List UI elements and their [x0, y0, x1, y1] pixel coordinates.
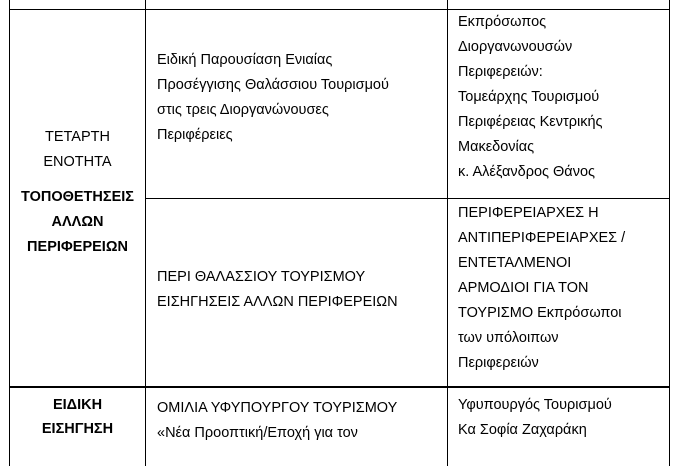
- speaker-line: των υπόλοιπων: [458, 330, 559, 346]
- topic-line: Περιφέρειες: [157, 127, 233, 143]
- section-title-line: ΕΙΣΗΓΗΣΗ: [41, 421, 114, 437]
- speaker-line: κ. Αλέξανδρος Θάνος: [458, 164, 595, 180]
- topic-line: «Νέα Προοπτική/Εποχή για τον: [157, 425, 358, 441]
- speaker-line: Εκπρόσωπος: [458, 14, 547, 30]
- topic-cell-special-presentation: [157, 48, 445, 148]
- topic-line: ΟΜΙΛΙΑ ΥΦΥΠΟΥΡΓΟΥ ΤΟΥΡΙΣΜΟΥ: [157, 400, 398, 416]
- speaker-line: ΕΝΤΕΤΑΛΜΕΝΟΙ: [458, 255, 572, 271]
- section-cell-special-report: [10, 393, 145, 441]
- topic-line: Ειδική Παρουσίαση Ενιαίας: [157, 52, 333, 68]
- topic-line: ΕΙΣΗΓΗΣΕΙΣ ΑΛΛΩΝ ΠΕΡΙΦΕΡΕΙΩΝ: [157, 294, 398, 310]
- topic-cell-other-regions: [157, 265, 445, 315]
- speaker-line: ΑΡΜΟΔΙΟΙ ΓΙΑ ΤΟΝ: [458, 280, 589, 296]
- speaker-cell-regional-governors: [458, 201, 668, 376]
- table-border-right: [669, 0, 670, 466]
- speaker-line: Κα Σοφία Ζαχαράκη: [458, 422, 587, 438]
- section-label-line: ΤΕΤΑΡΤΗ: [45, 129, 110, 145]
- section-title-line: ΑΛΛΩΝ: [51, 214, 104, 230]
- section-title-line: ΕΙΔΙΚΗ: [52, 397, 103, 413]
- speaker-line: Περιφέρειας Κεντρικής: [458, 114, 603, 130]
- speaker-line: Περιφερειών: [458, 355, 539, 371]
- topic-cell-deputy-minister-speech: [157, 396, 445, 446]
- column-divider-1: [145, 0, 146, 466]
- section-title-line: ΤΟΠΟΘΕΤΗΣΕΙΣ: [20, 189, 134, 205]
- speaker-line: Υφυπουργός Τουρισμού: [458, 397, 612, 413]
- speaker-line: ΠΕΡΙΦΕΡΕΙΑΡΧΕΣ Η: [458, 205, 599, 221]
- speaker-line: Μακεδονίας: [458, 139, 535, 155]
- topic-line: ΠΕΡΙ ΘΑΛΑΣΣΙΟΥ ΤΟΥΡΙΣΜΟΥ: [157, 269, 366, 285]
- topic-line: στις τρεις Διοργανώνουσες: [157, 102, 329, 118]
- column-divider-2: [447, 0, 448, 466]
- section-title-line: ΠΕΡΙΦΕΡΕΙΩΝ: [27, 239, 128, 255]
- speaker-line: ΤΟΥΡΙΣΜΟ Εκπρόσωποι: [458, 305, 622, 321]
- speaker-line: Τομεάρχης Τουρισμού: [458, 89, 600, 105]
- section-label-line: ΕΝΟΤΗΤΑ: [43, 154, 112, 170]
- speaker-line: ΑΝΤΙΠΕΡΙΦΕΡΕΙΑΡΧΕΣ /: [458, 230, 626, 246]
- section-cell-fourth-unit: [10, 125, 145, 260]
- speaker-cell-deputy-minister: [458, 393, 668, 443]
- row-divider-subrow: [145, 198, 670, 199]
- row-divider-section: [9, 386, 670, 388]
- topic-line: Προσέγγισης Θαλάσσιου Τουρισμού: [157, 77, 389, 93]
- speaker-line: Περιφερειών:: [458, 64, 543, 80]
- speaker-cell-organizers: [458, 10, 668, 185]
- speaker-line: Διοργανωνουσών: [458, 39, 573, 55]
